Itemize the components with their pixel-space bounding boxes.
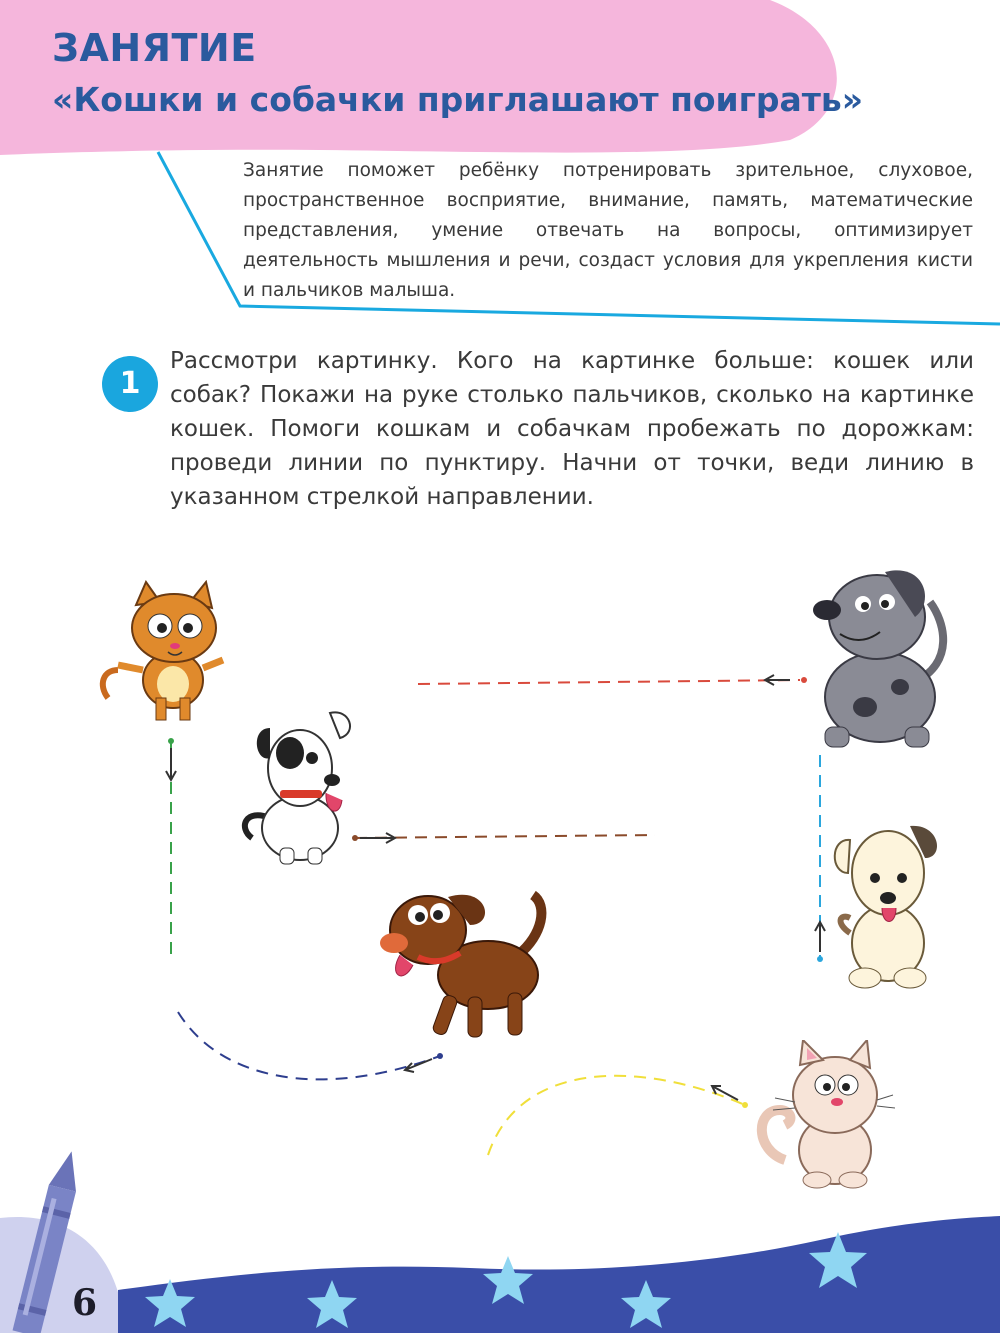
arrow-icon (712, 1086, 738, 1100)
page-number: 6 (72, 1282, 98, 1324)
start-dot (817, 956, 823, 962)
arrow-icon (405, 1059, 432, 1072)
arrow-icon (765, 675, 790, 685)
footer-wave (118, 1216, 1000, 1333)
white-puppy-illustration (240, 708, 370, 868)
lesson-title: «Кошки и собачки приглашают поиграть» (52, 80, 864, 119)
start-dot (437, 1053, 443, 1059)
grey-dog-illustration (805, 562, 965, 754)
task-number-badge: 1 (102, 356, 158, 412)
start-dot (168, 738, 174, 744)
lesson-label: ЗАНЯТИЕ (52, 26, 257, 70)
intro-text: Занятие поможет ребёнку потренировать зрительное, слуховое, пространственное восприятие, внимание, память, математические представления, умение отвечать на вопросы, оптимизирует деятельность мышления и речи, создаст условия для укрепления кисти и пальчиков малыша. (243, 160, 973, 301)
path-yellow (488, 1076, 745, 1155)
lesson-heading (52, 22, 932, 126)
path-brown (355, 835, 655, 838)
pink-cat-illustration (755, 1040, 895, 1190)
arrow-icon (166, 748, 176, 780)
start-dot (742, 1102, 748, 1108)
brown-dog-illustration (378, 885, 560, 1050)
cream-puppy-illustration (830, 818, 950, 993)
arrow-icon (815, 922, 825, 952)
orange-kitten-illustration (98, 580, 228, 730)
path-red (418, 680, 800, 684)
task-text: Рассмотри картинку. Кого на картинке больше: кошек или собак? Покажи на руке столько пальчиков, сколько на картинке кошек. Помоги кошкам и собачкам пробежать по дорожкам: проведи линии по пунктиру. Начни от точки, веди линию в указанном стрелкой направлении. (170, 348, 974, 510)
